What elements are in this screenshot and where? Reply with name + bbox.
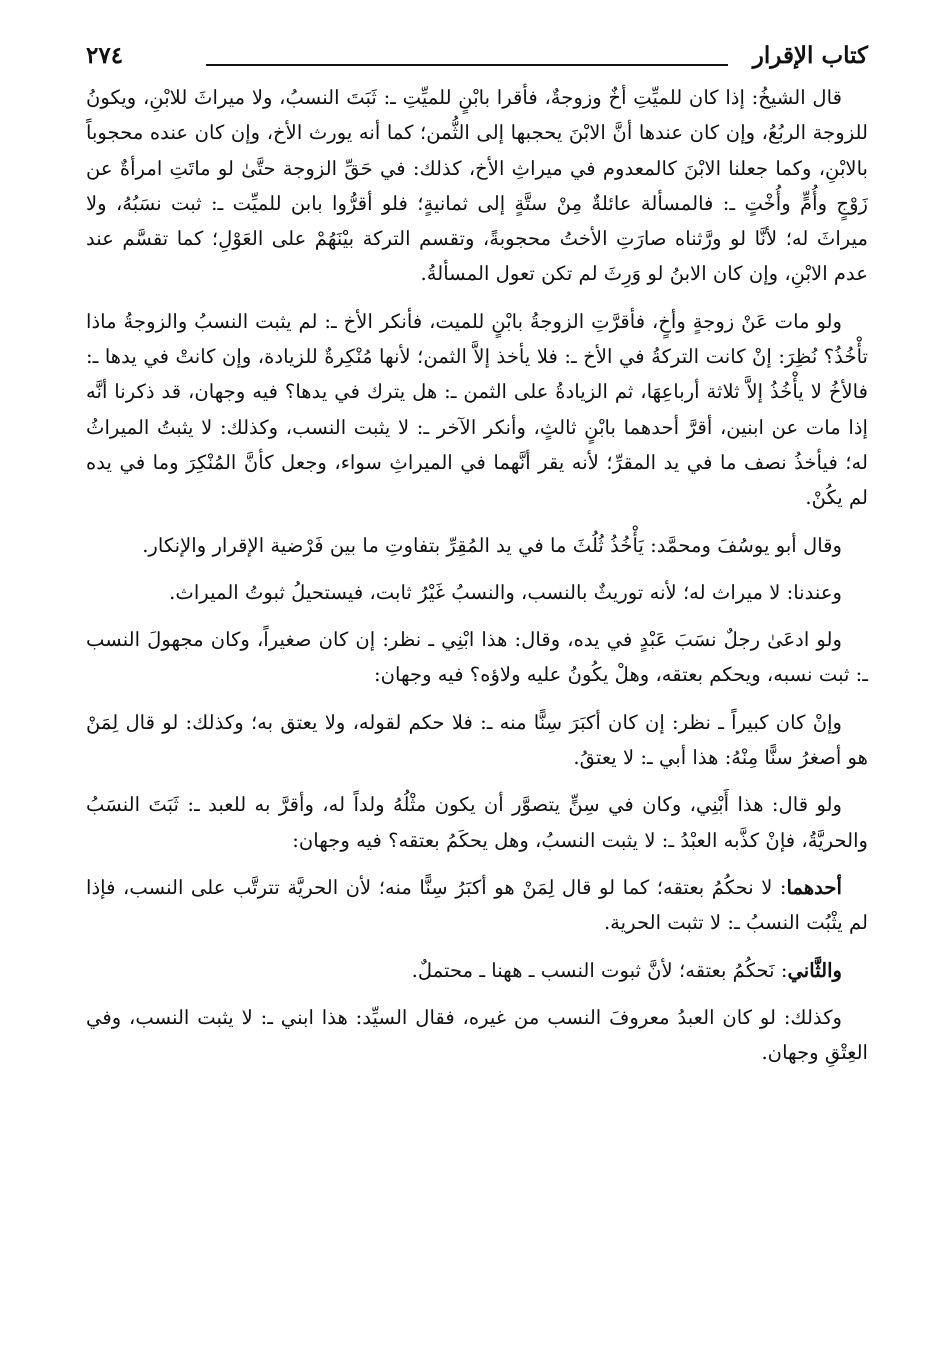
paragraph [86,870,868,941]
paragraph [86,1000,868,1071]
header-rule [206,64,728,66]
paragraph [86,528,868,563]
paragraph-text: ولو ادعَىٰ رجلٌ نسَبَ عَبْدٍ في يده، وقال: هذا ابْنِي ـ نظر: إن كان صغيراً، وكان مجهولَ النسب ـ: ثبت نسبه، ويحكم بعتقه، وهلْ يكُونُ عليه ولاؤه؟ فيه وجهان: [86,628,868,687]
paragraph [86,787,868,858]
page-header [86,40,868,80]
paragraph-text: ولو مات عَنْ زوجةٍ وأخٍ، فأقرَّتِ الزوجةُ بابْنٍ للميت، فأنكر الأخ ـ: لم يثبت النسبُ والزوجةُ ماذا تأْخُذُ؟ نُظِرَ: إنْ كانت التركةُ في الأخ ـ: فلا يأخذ إلاَّ الثمن؛ لأنها مُنْكِرةٌ للزيادة، وإن كانتْ في يدها ـ: فالأخُ لا يأْخُذُ إلاَّ ثلاثة أرباعِهَا، ثم الزيادةُ على الثمن ـ: هل يترك في يدها؟ فيه وجهان، قد ذكرنا أنَّه إذا مات عن ابنين، أقرَّ أحدهما بابْنٍ ثالثٍ، وأنكر الآخر ـ: لا يثبت النسب، وكذلك: لا يثبتُ الميراثُ له؛ فيأخذُ نصف ما في يد المقرِّ؛ لأنه يقر أنَّهما في الميراثِ سواء، وجعل كأنَّ المُنْكِرَ وما في يده لم يكُنْ. [86,309,868,510]
paragraph-text: وكذلك: لو كان العبدُ معروفَ النسب من غيره، فقال السيِّد: هذا ابني ـ: لا يثبت النسب، وفي العِتْقِ وجهان. [86,1005,868,1065]
paragraph [86,622,868,693]
paragraph-text: ولو قال: هذا أَبْنِي، وكان في سِنٍّ يتصوَّر أن يكون مثْلُهُ ولداً له، وأقرَّ به للعبد ـ: ثَبَتَ النسَبُ والحريَّةُ، فإنْ كذَّبه العبْدُ ـ: لا يثبت النسبُ، وهل يحكَمُ بعتقه؟ فيه وجهان: [86,793,868,852]
paragraph-text: : لا نحكُمُ بعتقه؛ كما لو قال لِمَنْ هو أكبَرُ سِنًّا منه؛ لأن الحريَّة تترتَّب على النسب، فإذا لم يثْبُت النسبُ ـ: لا تثبت الحرية. [86,875,868,935]
paragraph [86,575,868,610]
paragraph [86,80,868,292]
paragraph-text: وقال أبو يوسُفَ ومحمَّد: يَأْخُذُ ثُلُثَ ما في يد المُقِرِّ بتفاوتِ ما بين فَرْضية الإقرار والإنكار. [142,533,842,557]
paragraph-lead-label: أحدهما [786,875,842,899]
paragraph-text: قال الشيخُ: إذا كان للميِّتِ أخٌ وزوجةٌ، فأقرا بابْنٍ للميِّتِ ـ: ثَبَتَ النسبُ، ولا ميراثَ للابْنِ، ويكونُ للزوجة الربُعُ، وإن كان عندها أنَّ الابْنَ يحجبها إلى الثُّمن؛ كما أنه يورث الأخ، وإن كان عنده محجوباً بالابْنِ، وكما جعلنا الابْنَ كالمعدوم في ميراثِ الأخ، كذلك: في حَقِّ الزوجة حتَّىٰ لو ماتَتِ امرأةٌ عن زَوْجٍ وأُمٍّ وأُخْتٍ ـ: فالمسألة عائلةٌ مِنْ ستَّةٍ إلى ثمانيةٍ؛ فلو أقرُّوا بابن للميِّت ـ: ثبت نسَبُهُ، ولا ميراثَ له؛ لأنَّا لو ورَّثناه صارَتِ الأختُ محجوبةً، وتقسم التركة بيْنَهُمْ على العَوْلِ؛ كما تقسَّم عند عدم الابْنِ، وإن كان الابنُ لو وَرِثَ لم تكن تعول المسألةُ. [86,86,868,286]
page-number: ٢٧٤ [86,42,124,69]
paragraph [86,953,868,988]
paragraph-text: وإنْ كان كبيراً ـ نظر: إن كان أكبَرَ سِنًّا منه ـ: فلا حكم لقوله، ولا يعتق به؛ وكذلك: لو قال لِمَنْ هو أصغرُ سنًّا مِنْهُ: هذا أبي ـ: لا يعتقُ. [86,710,868,770]
chapter-title: كتاب الإقرار [752,42,868,69]
paragraph-lead-label: والثَّاني [787,958,842,982]
paragraph-text: وعندنا: لا ميراث له؛ لأنه توريثٌ بالنسب، والنسبُ غَيْرُ ثابت، فيستحيلُ ثبوتُ الميراث. [169,580,842,604]
paragraph-text: : نَحكُمُ بعتقه؛ لأنَّ ثبوت النسب ـ ههنا ـ محتملٌ. [411,958,788,982]
page-body [86,80,868,1082]
paragraph [86,705,868,776]
paragraph [86,304,868,516]
